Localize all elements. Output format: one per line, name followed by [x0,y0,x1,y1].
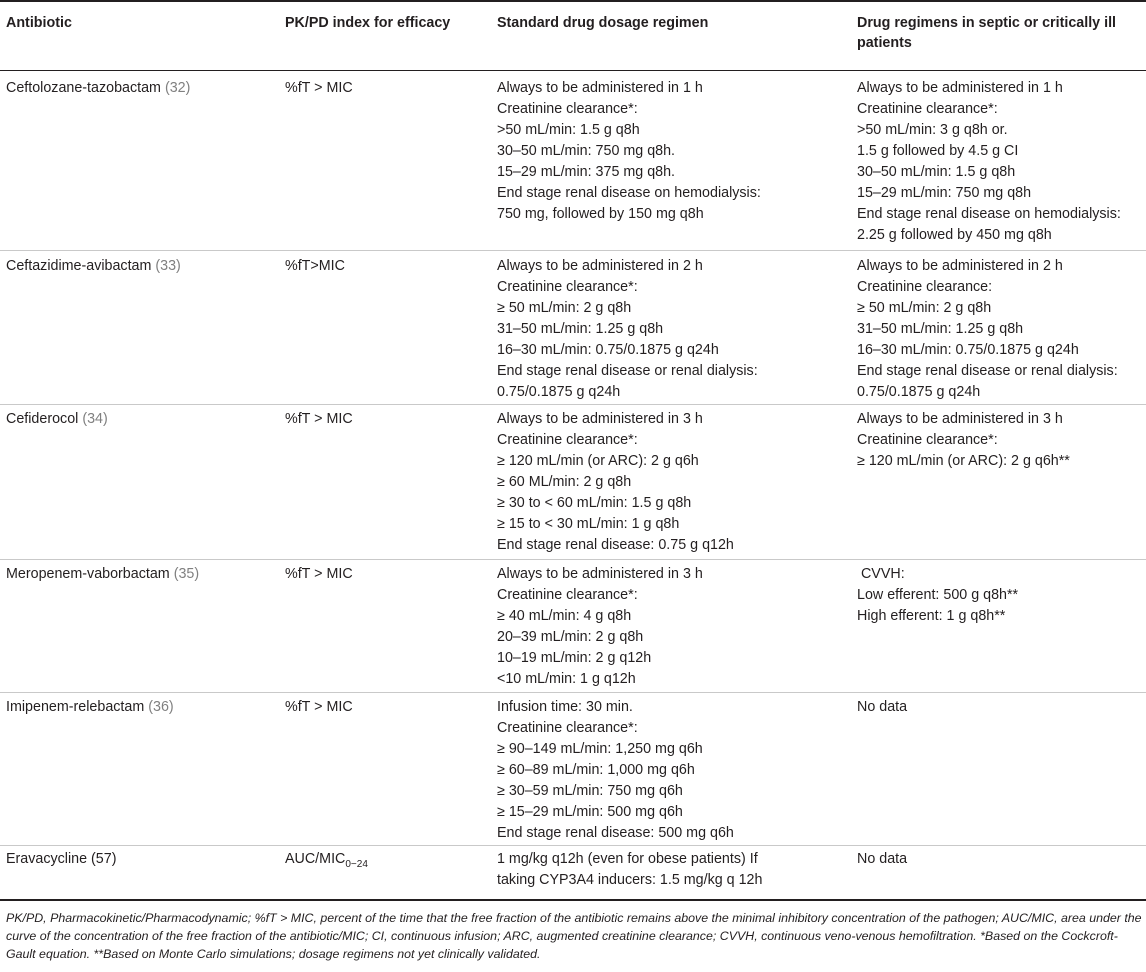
reference-link[interactable]: (36) [148,699,174,715]
regimen-line: 31–50 mL/min: 1.25 g q8h [857,321,1024,337]
regimen-line: 750 mg, followed by 150 mg q8h [497,206,704,222]
index-subscript: 0−24 [345,858,368,870]
regimen-line: 0.75/0.1875 g q24h [497,384,621,400]
regimen-line: ≥ 40 mL/min: 4 g q8h [497,608,632,624]
regimen-line: >50 mL/min: 3 g q8h or. [857,122,1008,138]
regimen-line: 15–29 mL/min: 375 mg q8h. [497,164,676,180]
regimen-line: Infusion time: 30 min. [497,699,633,715]
regimen-line: No data [857,699,908,715]
pkpd-index: %fT > MIC [285,411,353,427]
standard-regimen [497,78,817,225]
antibiotic-name: Cefiderocol (34) [6,411,108,427]
regimen-line: CVVH: [857,566,905,582]
regimen-line: End stage renal disease on hemodialysis: [497,185,761,201]
antibiotic-name: Ceftazidime-avibactam (33) [6,258,181,274]
regimen-line: End stage renal disease or renal dialysis: [497,363,758,379]
regimen-line: ≥ 90–149 mL/min: 1,250 mg q6h [497,741,703,757]
standard-regimen [497,564,817,690]
regimen-line: ≥ 120 mL/min (or ARC): 2 g q6h [497,453,699,469]
regimen-line: >50 mL/min: 1.5 g q8h [497,122,640,138]
regimen-line: End stage renal disease or renal dialysis: [857,363,1118,379]
regimen-line: ≥ 120 mL/min (or ARC): 2 g q6h** [857,453,1070,469]
regimen-line: End stage renal disease: 0.75 g q12h [497,537,734,553]
regimen-line: taking CYP3A4 inducers: 1.5 mg/kg q 12h [497,872,763,888]
regimen-line: 0.75/0.1875 g q24h [857,384,981,400]
regimen-line: Creatinine clearance: [857,279,993,295]
regimen-line: 2.25 g followed by 450 mg q8h [857,227,1052,243]
header-bottom-rule [0,70,1146,71]
standard-regimen [497,409,817,556]
regimen-line: 1 mg/kg q12h (even for obese patients) If [497,851,758,867]
row-divider [0,250,1146,251]
table-footnote: PK/PD, Pharmacokinetic/Pharmacodynamic; %fT > MIC, percent of the time that the free fraction of the antibiotic remains above the minimal inhibitory concentration of the pathogen; AUC/MIC, area under the curve of the concentration of the free fraction of the antibiotic/MIC; CI, continuous infusion; ARC, augmented creatinine clearance; CVVH, continuous veno-venous hemofiltration. *Based on the Cockcroft-Gault equation. **Based on Monte Carlo simulations; dosage regimens not yet clinically validated. [6,911,1142,961]
critical-regimen [857,697,1145,718]
regimen-line: Always to be administered in 3 h [497,411,703,427]
regimen-line: 30–50 mL/min: 750 mg q8h. [497,143,676,159]
critical-regimen [857,78,1145,246]
regimen-line: Creatinine clearance*: [497,432,638,448]
regimen-line: ≥ 30 to < 60 mL/min: 1.5 g q8h [497,495,692,511]
row-divider [0,845,1146,846]
regimen-line: Creatinine clearance*: [857,101,998,117]
regimen-line: ≥ 30–59 mL/min: 750 mg q6h [497,783,683,799]
regimen-line: Creatinine clearance*: [497,101,638,117]
critical-regimen [857,256,1145,403]
regimen-line: Always to be administered in 1 h [857,80,1063,96]
reference-link[interactable]: (57) [91,851,117,867]
regimen-line: Always to be administered in 2 h [857,258,1063,274]
regimen-line: Creatinine clearance*: [857,432,998,448]
regimen-line: End stage renal disease on hemodialysis: [857,206,1121,222]
reference-link[interactable]: (34) [82,411,108,427]
reference-link[interactable]: (32) [164,80,191,96]
regimen-line: Creatinine clearance*: [497,279,638,295]
table-bottom-rule [0,899,1146,901]
row-divider [0,404,1146,405]
regimen-line: Low efferent: 500 g q8h** [857,587,1019,603]
regimen-line: 1.5 g followed by 4.5 g CI [857,143,1019,159]
header-standard-regimen: Standard drug dosage regimen [497,15,709,31]
regimen-line: Always to be administered in 3 h [497,566,703,582]
critical-regimen [857,564,1145,627]
regimen-line: 10–19 mL/min: 2 g q12h [497,650,652,666]
pkpd-index: %fT > MIC [285,566,353,582]
critical-regimen [857,409,1145,472]
antibiotic-name: Meropenem-vaborbactam (35) [6,566,200,582]
critical-regimen [857,849,1145,870]
regimen-line: 30–50 mL/min: 1.5 g q8h [857,164,1016,180]
row-divider [0,692,1146,693]
regimen-line: Creatinine clearance*: [497,587,638,603]
regimen-line: 15–29 mL/min: 750 mg q8h [857,185,1032,201]
regimen-line: 16–30 mL/min: 0.75/0.1875 g q24h [497,342,719,358]
regimen-line: End stage renal disease: 500 mg q6h [497,825,734,841]
pkpd-index: %fT>MIC [285,258,345,274]
header-critical-regimen: Drug regimens in septic or critically ill patients [857,15,1117,51]
regimen-line: No data [857,851,908,867]
antibiotic-name: Ceftolozane-tazobactam (32) [6,80,191,96]
regimen-line: ≥ 15–29 mL/min: 500 mg q6h [497,804,683,820]
header-pkpd-index: PK/PD index for efficacy [285,15,451,31]
standard-regimen [497,697,817,844]
regimen-line: ≥ 15 to < 30 mL/min: 1 g q8h [497,516,680,532]
regimen-line: High efferent: 1 g q8h** [857,608,1006,624]
antibiotic-name: Eravacycline (57) [6,851,117,867]
regimen-line: Always to be administered in 3 h [857,411,1063,427]
regimen-line: ≥ 60 ML/min: 2 g q8h [497,474,632,490]
reference-link[interactable]: (35) [173,566,200,582]
table-top-rule [0,0,1146,2]
pkpd-index: %fT > MIC [285,699,353,715]
reference-link[interactable]: (33) [155,258,181,274]
standard-regimen [497,256,817,403]
regimen-line: Creatinine clearance*: [497,720,638,736]
regimen-line: Always to be administered in 1 h [497,80,703,96]
regimen-line: ≥ 60–89 mL/min: 1,000 mg q6h [497,762,695,778]
pkpd-index: %fT > MIC [285,80,353,96]
regimen-line: 31–50 mL/min: 1.25 g q8h [497,321,664,337]
regimen-line: ≥ 50 mL/min: 2 g q8h [857,300,992,316]
regimen-line: ≥ 50 mL/min: 2 g q8h [497,300,632,316]
standard-regimen [497,849,817,891]
row-divider [0,559,1146,560]
regimen-line: 16–30 mL/min: 0.75/0.1875 g q24h [857,342,1079,358]
regimen-line: Always to be administered in 2 h [497,258,703,274]
regimen-line: 20–39 mL/min: 2 g q8h [497,629,644,645]
regimen-line: <10 mL/min: 1 g q12h [497,671,636,687]
pkpd-index: AUC/$MIC_{0-24}$ [285,851,368,870]
header-antibiotic: Antibiotic [6,15,72,31]
antibiotic-name: Imipenem-relebactam (36) [6,699,174,715]
